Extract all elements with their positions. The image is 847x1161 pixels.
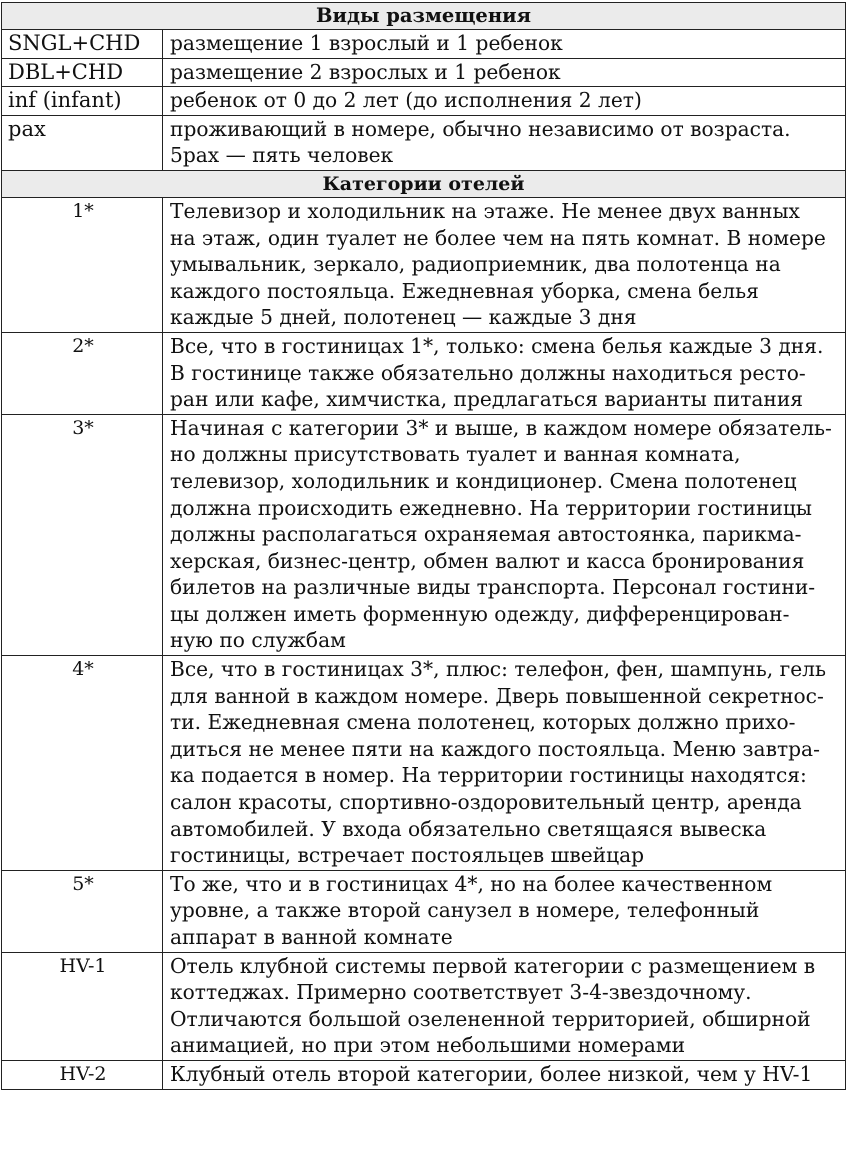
section-header-accommodation [2,3,846,30]
table-row [2,1060,846,1089]
row-term: 2* [2,332,163,414]
row-term: inf (infant) [2,87,163,116]
row-term: HV-1 [2,952,163,1060]
row-description: Клубный отель второй категории, более низкой, чем у HV-1 [163,1060,846,1089]
row-term: DBL+CHD [2,58,163,87]
reference-table [1,2,846,1090]
table-row [2,332,846,414]
row-term: pax [2,115,163,170]
row-term: SNGL+CHD [2,30,163,59]
section-header-hotel-categories [2,170,846,197]
row-term: 4* [2,656,163,871]
row-description: Все, что в гостиницах 3*, плюс: телефон, фен, шампунь, гель для ванной в каждом номере. Дверь повышенной секретнос- ти. Ежедневная смена полотенец, которых должно прихо- диться не менее пяти на каждого постояльца. Меню завтра- ка подается в номер. На территории гостиницы находятся: салон красоты, спортивно-оздоровительный центр, аренда автомобилей. У входа обязательно светящаяся вывеска гостиницы, встречает постояльцев швейцар [163,656,846,871]
table-row [2,656,846,871]
row-term: 3* [2,414,163,655]
row-description: То же, что и в гостиницах 4*, но на более качественном уровне, а также второй санузел в номере, телефонный аппарат в ванной комнате [163,870,846,952]
table-row [2,115,846,170]
row-description: Телевизор и холодильник на этаже. Не менее двух ванных на этаж, один туалет не более чем на пять комнат. В номере умывальник, зеркало, радиоприемник, два полотенца на каждого постояльца. Ежедневная уборка, смена белья каждые 5 дней, полотенец — каждые 3 дня [163,197,846,332]
table-row [2,952,846,1060]
table-row [2,58,846,87]
row-description: Начиная с категории 3* и выше, в каждом номере обязатель- но должны присутствовать туалет и ванная комната, телевизор, холодильник и кондиционер. Смена полотенец должна происходить ежедневно. На территории гостиницы должны располагаться охраняемая автостоянка, парикма- херская, бизнес-центр, обмен валют и касса бронирования билетов на различные виды транспорта. Персонал гостини- цы должен иметь форменную одежду, дифференцирован- ную по службам [163,414,846,655]
table-row [2,30,846,59]
row-description: Все, что в гостиницах 1*, только: смена белья каждые 3 дня. В гостинице также обязательно должны находиться ресто- ран или кафе, химчистка, предлагаться варианты питания [163,332,846,414]
table-row [2,87,846,116]
row-term: HV-2 [2,1060,163,1089]
row-description: ребенок от 0 до 2 лет (до исполнения 2 лет) [163,87,846,116]
table-row [2,197,846,332]
row-description: размещение 1 взрослый и 1 ребенок [163,30,846,59]
section-title: Категории отелей [2,170,846,197]
row-description: размещение 2 взрослых и 1 ребенок [163,58,846,87]
row-term: 1* [2,197,163,332]
table-row [2,870,846,952]
row-description: проживающий в номере, обычно независимо от возраста. 5pax — пять человек [163,115,846,170]
row-term: 5* [2,870,163,952]
section-title: Виды размещения [2,3,846,30]
table-row [2,414,846,655]
row-description: Отель клубной системы первой категории с размещением в коттеджах. Примерно соответствует 3-4-звездочному. Отличаются большой озелененной территорией, обширной анимацией, но при этом небольшими номерами [163,952,846,1060]
